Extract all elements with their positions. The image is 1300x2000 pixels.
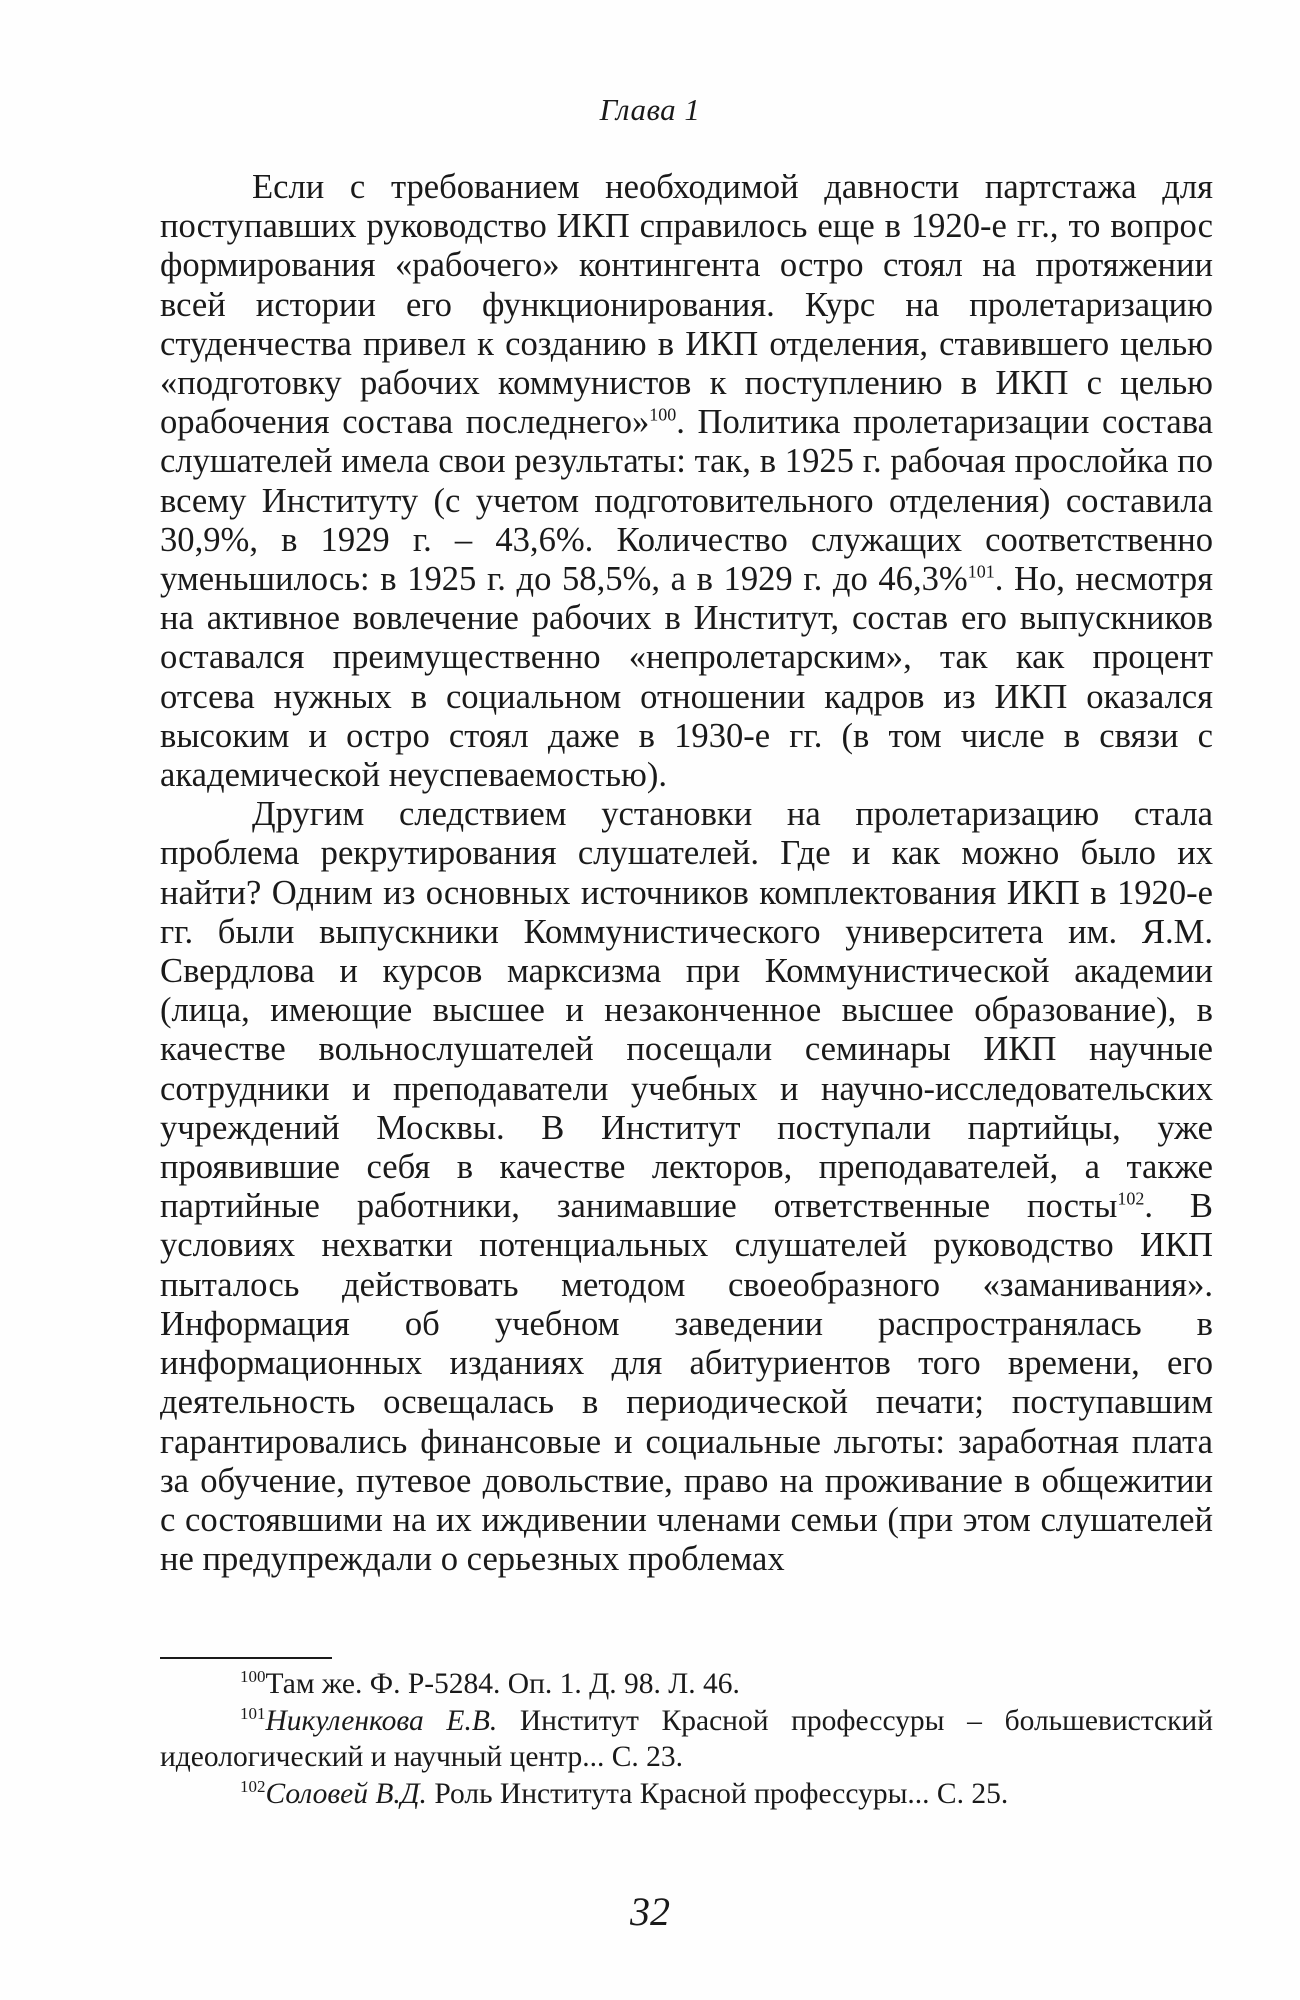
footnote-reference: 100 xyxy=(649,404,677,425)
footnotes xyxy=(160,1666,1213,1812)
footnote-number: 100 xyxy=(240,1667,266,1687)
body-paragraph xyxy=(160,168,1213,795)
main-text xyxy=(160,168,1213,1579)
page-number: 32 xyxy=(630,1889,670,1934)
paragraph-text: . Политика пролетаризации состава слушателей имела свои результаты: так, в 1925 г. рабочая прослойка по всему Институту (с учетом подготовительного отделения) составила 30,9%, в 1929 г. – 43,6%. Количество служащих соответственно уменьшилось: в 1925 г. до 58,5%, а в 1929 г. до 46,3% xyxy=(160,403,1213,599)
footnote-text: Роль Института Красной профессуры... С. 25. xyxy=(426,1777,1009,1810)
footnote-author: Никуленкова Е.В. xyxy=(265,1704,498,1737)
running-head: Глава 1 xyxy=(599,92,701,127)
footnote-number: 102 xyxy=(240,1776,266,1796)
paragraph-text: . В условиях нехватки потенциальных слушателей руководство ИКП пыталось действовать методом своеобразного «заманивания». Информация об учебном заведении распространялась в информационных изданиях для абитуриентов того времени, его деятельность освещалась в периодической печати; поступавшим гарантировались финансовые и социальные льготы: заработная плата за обучение, путевое довольствие, право на проживание в общежитии с состоявшими на их иждивении членами семьи (при этом слушателей не предупреждали о серьезных проблемах xyxy=(160,1187,1213,1579)
paragraph-text: Другим следствием установки на пролетаризацию стала проблема рекрутирования слушателей. Где и как можно было их найти? Одним из основных источников комплектования ИКП в 1920-е гг. были выпускники Коммунистического университета им. Я.М. Свердлова и курсов марксизма при Коммунистической академии (лица, имеющие высшее и незаконченное высшее образование), в качестве вольнослушателей посещали семинары ИКП научные сотрудники и преподаватели учебных и научно-исследовательских учреждений Москвы. В Институт поступали партийцы, уже проявившие себя в качестве лекторов, преподавателей, а также партийные работники, занимавшие ответственные посты xyxy=(160,795,1213,1226)
footnote-reference: 101 xyxy=(967,561,995,582)
paragraph-text: . Но, несмотря на активное вовлечение рабочих в Институт, состав его выпускников оставался преимущественно «непролетарским», так как процент отсева нужных в социальном отношении кадров из ИКП оказался высоким и остро стоял даже в 1930-е гг. (в том числе в связи с академической неуспеваемостью). xyxy=(160,560,1214,795)
footnote-reference: 102 xyxy=(1117,1188,1145,1209)
footnote-author: Соловей В.Д. xyxy=(265,1777,427,1810)
footnote-number: 101 xyxy=(240,1703,266,1723)
footnote xyxy=(160,1703,1213,1776)
footnote xyxy=(160,1666,1213,1703)
footnote-text: Там же. Ф. Р-5284. Оп. 1. Д. 98. Л. 46. xyxy=(265,1668,740,1700)
footnote-separator xyxy=(160,1657,332,1659)
body-paragraph xyxy=(160,795,1213,1579)
paragraph-text: Если с требованием необходимой давности партстажа для поступавших руководство ИКП справилось еще в 1920-е гг., то вопрос формирования «рабочего» контингента остро стоял на протяжении всей истории его функционирования. Курс на пролетаризацию студенчества привел к созданию в ИКП отделения, ставившего целью «подготовку рабочих коммунистов к поступлению в ИКП с целью орабочения состава последнего» xyxy=(160,168,1213,442)
footnote-text: Институт Красной профессуры – большевистский идеологический и научный центр... С. 23. xyxy=(160,1704,1213,1773)
footnote xyxy=(160,1776,1213,1813)
